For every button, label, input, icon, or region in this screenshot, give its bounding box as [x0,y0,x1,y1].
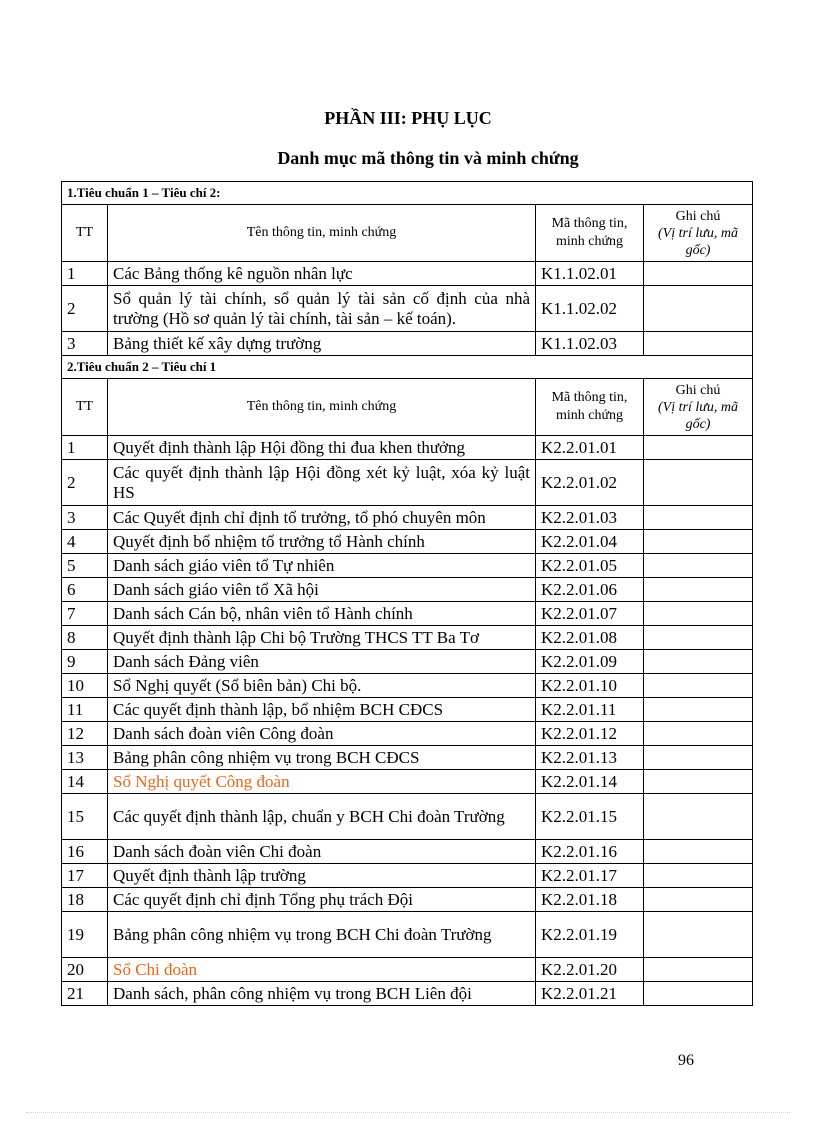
row-number: 4 [62,530,108,554]
table-row [62,912,753,958]
row-note [644,794,753,840]
row-code: K2.2.01.09 [536,650,644,674]
section-header-2 [62,356,753,379]
row-number: 19 [62,912,108,958]
row-note [644,286,753,332]
table-row [62,286,753,332]
row-number: 7 [62,602,108,626]
row-code: K2.2.01.01 [536,436,644,460]
row-name: Danh sách đoàn viên Chi đoàn [108,840,536,864]
row-name: Danh sách Cán bộ, nhân viên tổ Hành chính [108,602,536,626]
row-note [644,888,753,912]
row-number: 3 [62,332,108,356]
row-code: K2.2.01.04 [536,530,644,554]
row-note [644,530,753,554]
row-note [644,626,753,650]
row-code: K2.2.01.17 [536,864,644,888]
row-name: Bảng thiết kế xây dựng trường [108,332,536,356]
row-number: 12 [62,722,108,746]
row-note [644,262,753,286]
row-code: K2.2.01.08 [536,626,644,650]
row-number: 6 [62,578,108,602]
row-number: 18 [62,888,108,912]
row-code: K2.2.01.11 [536,698,644,722]
header-note [644,379,753,436]
header-note-detail: (Vị trí lưu, mã gốc) [658,399,738,432]
row-name: Danh sách, phân công nhiệm vụ trong BCH Liên đội [108,982,536,1006]
table-row [62,674,753,698]
row-note [644,746,753,770]
row-note [644,578,753,602]
row-note [644,958,753,982]
row-code: K2.2.01.03 [536,506,644,530]
row-name: Sổ quản lý tài chính, sổ quản lý tài sản cố định của nhà trường (Hồ sơ quản lý tài chính, tài sản – kế toán). [108,286,536,332]
header-code: Mã thông tin, minh chứng [536,379,644,436]
row-note [644,554,753,578]
header-name: Tên thông tin, minh chứng [108,205,536,262]
row-number: 17 [62,864,108,888]
row-note [644,460,753,506]
row-name: Các quyết định thành lập, bổ nhiệm BCH CĐCS [108,698,536,722]
row-name: Danh sách đoàn viên Công đoàn [108,722,536,746]
row-code: K2.2.01.14 [536,770,644,794]
table-row [62,554,753,578]
column-header-row [62,379,753,436]
table-row [62,332,753,356]
row-number: 8 [62,626,108,650]
table-row [62,262,753,286]
table-row [62,436,753,460]
row-code: K2.2.01.16 [536,840,644,864]
row-number: 20 [62,958,108,982]
table-row [62,888,753,912]
row-code: K2.2.01.05 [536,554,644,578]
row-name: Danh sách giáo viên tổ Tự nhiên [108,554,536,578]
row-code: K2.2.01.07 [536,602,644,626]
header-note-label: Ghi chú [675,382,721,398]
section-label: 1.Tiêu chuẩn 1 – Tiêu chí 2: [62,182,753,205]
row-name: Sổ Nghị quyết Công đoàn [108,770,536,794]
row-note [644,912,753,958]
evidence-table [61,181,753,1006]
page-title: PHẦN III: PHỤ LỤC [324,108,492,128]
row-name: Sổ Chi đoàn [108,958,536,982]
row-number: 14 [62,770,108,794]
row-name: Các quyết định thành lập, chuẩn y BCH Chi đoàn Trường [108,794,536,840]
table-row-highlighted [62,770,753,794]
row-name: Các quyết định thành lập Hội đồng xét kỷ luật, xóa kỷ luật HS [108,460,536,506]
table-row [62,746,753,770]
table-row [62,602,753,626]
header-tt: TT [62,379,108,436]
header-name: Tên thông tin, minh chứng [108,379,536,436]
row-name: Quyết định thành lập Chi bộ Trường THCS TT Ba Tơ [108,626,536,650]
row-code: K2.2.01.20 [536,958,644,982]
section-header-1 [62,182,753,205]
row-name: Quyết định thành lập Hội đồng thi đua khen thưởng [108,436,536,460]
table-row [62,840,753,864]
row-code: K2.2.01.12 [536,722,644,746]
row-code: K2.2.01.18 [536,888,644,912]
row-code: K2.2.01.06 [536,578,644,602]
row-number: 13 [62,746,108,770]
row-note [644,506,753,530]
page-subtitle: Danh mục mã thông tin và minh chứng [277,148,579,168]
row-number: 16 [62,840,108,864]
table-row [62,650,753,674]
row-name: Các Quyết định chỉ định tổ trưởng, tổ phó chuyên môn [108,506,536,530]
row-note [644,840,753,864]
row-number: 11 [62,698,108,722]
header-note [644,205,753,262]
row-number: 15 [62,794,108,840]
row-number: 1 [62,436,108,460]
header-note-label: Ghi chú [675,208,721,224]
row-name: Quyết định thành lập trường [108,864,536,888]
row-number: 10 [62,674,108,698]
row-note [644,602,753,626]
row-number: 3 [62,506,108,530]
table-row [62,982,753,1006]
row-number: 21 [62,982,108,1006]
row-code: K2.2.01.19 [536,912,644,958]
table-row [62,626,753,650]
row-note [644,332,753,356]
column-header-row [62,205,753,262]
row-note [644,436,753,460]
section-label: 2.Tiêu chuẩn 2 – Tiêu chí 1 [62,356,753,379]
row-code: K2.2.01.02 [536,460,644,506]
header-tt: TT [62,205,108,262]
row-code: K1.1.02.02 [536,286,644,332]
page-bottom-divider [26,1112,790,1113]
row-name: Danh sách Đảng viên [108,650,536,674]
table-row [62,698,753,722]
table-row [62,722,753,746]
row-note [644,722,753,746]
row-code: K1.1.02.01 [536,262,644,286]
row-note [644,770,753,794]
row-number: 2 [62,286,108,332]
row-name: Quyết định bổ nhiệm tổ trưởng tổ Hành chính [108,530,536,554]
row-note [644,982,753,1006]
page-number: 96 [678,1052,694,1069]
table-row [62,578,753,602]
row-note [644,698,753,722]
row-note [644,650,753,674]
row-code: K1.1.02.03 [536,332,644,356]
header-note-detail: (Vị trí lưu, mã gốc) [658,225,738,258]
row-code: K2.2.01.15 [536,794,644,840]
row-number: 9 [62,650,108,674]
row-name: Các quyết định chỉ định Tổng phụ trách Đội [108,888,536,912]
table-row [62,460,753,506]
row-name: Các Bảng thống kê nguồn nhân lực [108,262,536,286]
table-row [62,530,753,554]
header-code: Mã thông tin, minh chứng [536,205,644,262]
row-number: 1 [62,262,108,286]
row-code: K2.2.01.21 [536,982,644,1006]
row-number: 5 [62,554,108,578]
row-name: Danh sách giáo viên tổ Xã hội [108,578,536,602]
table-row [62,506,753,530]
table-row [62,794,753,840]
table-row-highlighted [62,958,753,982]
row-name: Bảng phân công nhiệm vụ trong BCH CĐCS [108,746,536,770]
row-number: 2 [62,460,108,506]
row-note [644,864,753,888]
row-code: K2.2.01.10 [536,674,644,698]
row-name: Sổ Nghị quyết (Sổ biên bản) Chi bộ. [108,674,536,698]
row-code: K2.2.01.13 [536,746,644,770]
row-note [644,674,753,698]
table-row [62,864,753,888]
row-name: Bảng phân công nhiệm vụ trong BCH Chi đoàn Trường [108,912,536,958]
